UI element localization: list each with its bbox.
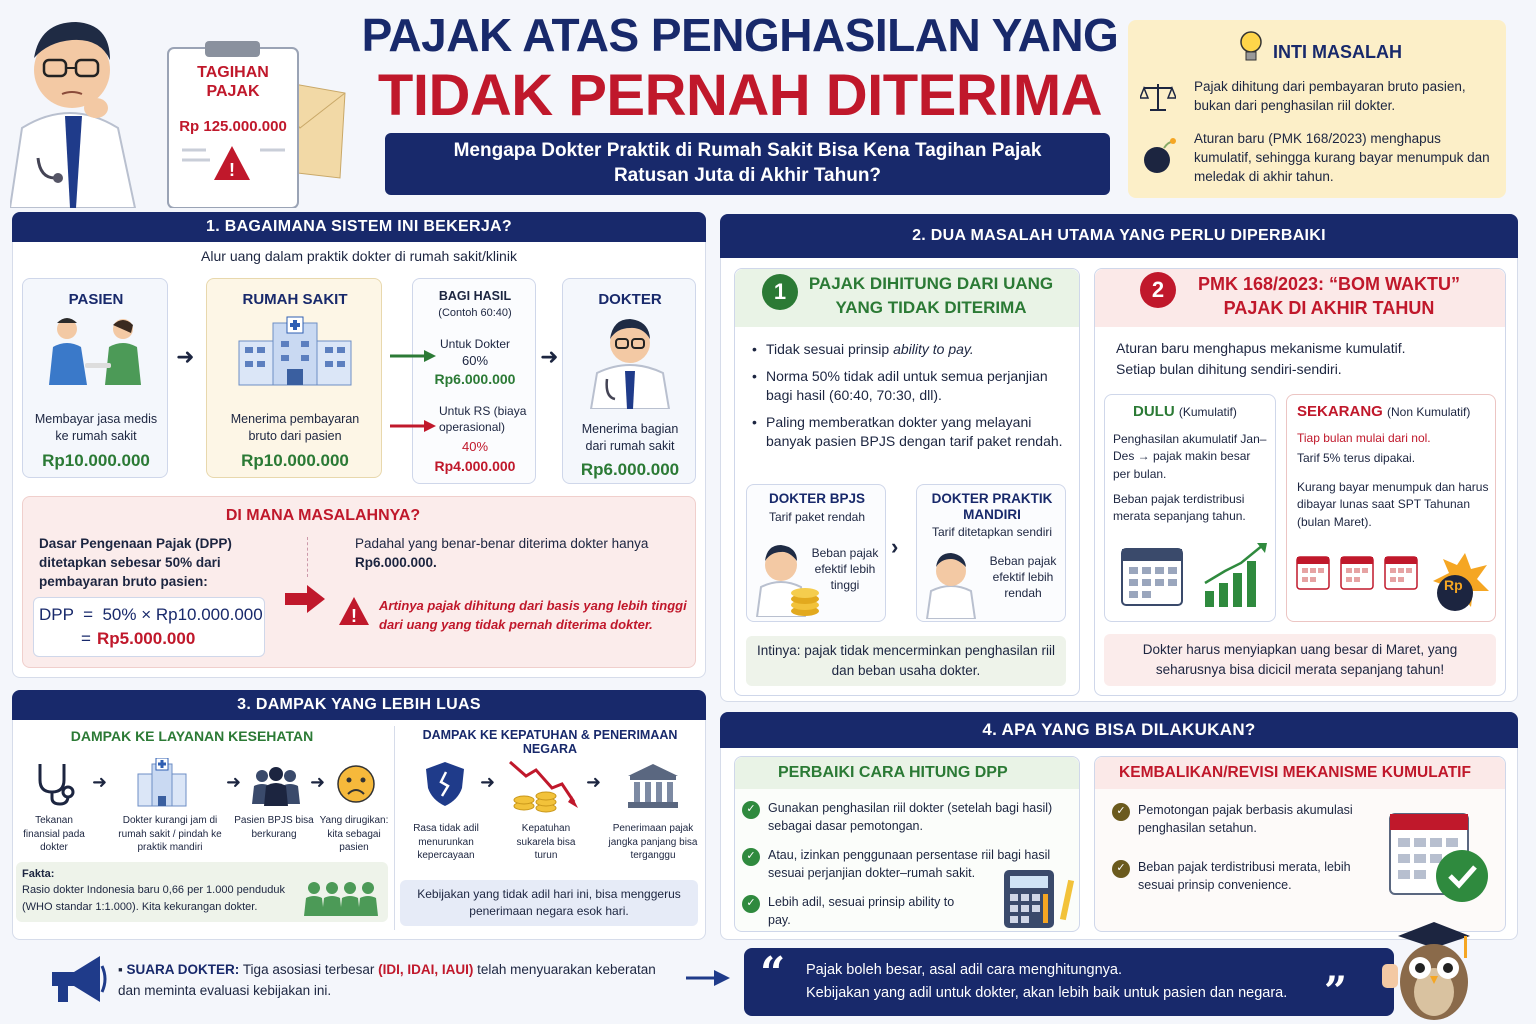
problem1-number: 1: [762, 274, 798, 310]
suara-rest: telah menyuarakan keberatan dan meminta evaluasi kebijakan ini.: [118, 962, 656, 998]
owl-mascot-icon: [1378, 918, 1488, 1024]
doctor-icon: [585, 313, 675, 414]
small-calendars-icon: [1295, 553, 1435, 598]
stethoscope-icon: [32, 762, 76, 811]
arrow-right-icon: ➜: [540, 344, 559, 369]
dokter-title: DOKTER: [598, 291, 662, 308]
dashed-divider: [307, 537, 308, 577]
shield-broken-icon: [424, 760, 466, 813]
page-title-line1: PAJAK ATAS PENGHASILAN YANG: [361, 9, 1119, 61]
declining-coins-icon: [508, 758, 578, 821]
page-subtitle: [385, 133, 1110, 195]
sekarang-card: [1286, 394, 1496, 622]
fix-dpp-item-text: Gunakan penghasilan riil dokter (setelah bagi hasil) sebagai dasar pemotongan.: [768, 801, 1053, 833]
chevron-right-icon: ›: [891, 534, 899, 559]
problem1-title: PAJAK DIHITUNG DARI UANG YANG TIDAK DITERIMA: [808, 274, 1054, 317]
revise-item-text: Pemotongan pajak berbasis akumulasi penghasilan setahun.: [1138, 803, 1353, 835]
rumah-sakit-card: [206, 278, 382, 478]
revise-list: [1112, 802, 1372, 906]
big-red-arrow-icon: [285, 585, 325, 618]
fakta-text: Rasio dokter Indonesia baru 0,66 per 1.000 penduduk (WHO standar 1:1.000). Kita kekurangan dokter.: [22, 884, 285, 913]
problem-right-main: Padahal yang benar-benar diterima dokter hanya: [355, 536, 649, 551]
quote-box: [744, 948, 1394, 1016]
sekarang-text1: Tiap bulan mulai dari nol.: [1297, 431, 1431, 445]
calendar-icon: [1121, 543, 1183, 612]
header-illustration: [10, 8, 350, 208]
problem-right-amount: Rp6.000.000.: [355, 554, 437, 570]
problem-right-text: [355, 535, 655, 573]
bullet-dot: ▪: [118, 962, 127, 977]
government-building-icon: [626, 762, 680, 815]
fix-dpp-title: PERBAIKI CARA HITUNG DPP: [778, 764, 1008, 781]
dulu-title-text: DULU: [1133, 403, 1175, 420]
bagi-title: BAGI HASIL: [438, 289, 512, 303]
arrow-right-icon: ➜: [226, 772, 242, 792]
rs-desc: Menerima pembayaran bruto dari pasien: [230, 412, 360, 443]
arrow-right-icon: [686, 966, 730, 995]
suara-orgs: (IDI, IDAI, IAUI): [378, 962, 474, 977]
svg-text:!: !: [229, 160, 235, 180]
impact-r2: Kepatuhan sukarela bisa turun: [516, 823, 576, 861]
bagi-rs-label: Untuk RS (biaya operasional): [439, 404, 527, 435]
impact-r3: Penerimaan pajak jangka panjang bisa terganggu: [608, 823, 698, 861]
check-icon: ✓: [1112, 860, 1130, 878]
fix-dpp-item-text: Atau, izinkan penggunaan persentase riil bagi hasil sesuai perjanjian dokter–rumah sakit.: [768, 848, 1051, 880]
rs-title: RUMAH SAKIT: [242, 291, 348, 308]
problem1-summary: Intinya: pajak tidak mencerminkan penghasilan riil dan beban usaha dokter.: [757, 643, 1055, 678]
problem1-bullets: [750, 340, 1070, 458]
arrow-right-icon: ➜: [586, 772, 602, 792]
svg-text:!: !: [351, 606, 357, 625]
sekarang-sub: (Non Kumulatif): [1387, 405, 1471, 419]
problem-warning: Artinya pajak dihitung dari basis yang lebih tinggi dari uang yang tidak pernah diterima dokter.: [379, 598, 687, 632]
impact-divider: [394, 726, 395, 930]
check-icon: ✓: [742, 848, 760, 866]
section2-header: 2. DUA MASALAH UTAMA YANG PERLU DIPERBAIKI: [720, 214, 1518, 258]
fix-dpp-item: [742, 800, 1064, 835]
bpjs-note: Beban pajak efektif lebih tinggi: [811, 546, 879, 593]
inti-point1: Pajak dihitung dari pembayaran bruto pasien, bukan dari penghasilan riil dokter.: [1194, 79, 1466, 113]
impact-r1: Rasa tidak adil menurunkan kepercayaan: [413, 823, 479, 861]
bagi-sub: (Contoh 60:40): [438, 307, 512, 319]
green-people-icon: [304, 880, 378, 921]
revise-item-text: Beban pajak terdistribusi merata, lebih sesuai prinsip convenience.: [1138, 860, 1351, 892]
bagi-hasil-card: [412, 278, 536, 484]
problem1-card: [734, 268, 1080, 696]
mandiri-title: DOKTER PRAKTIK MANDIRI: [931, 491, 1053, 522]
mandiri-note: Beban pajak efektif lebih rendah: [989, 554, 1057, 601]
quote-line2: Kebijakan yang adil untuk dokter, akan lebih baik untuk pasien dan negara.: [806, 985, 1288, 1001]
rs-amount: Rp10.000.000: [241, 451, 349, 470]
revise-item: [1112, 859, 1372, 894]
bagi-dokter-amount: Rp6.000.000: [434, 371, 516, 387]
pasien-desc: Membayar jasa medis ke rumah sakit: [34, 412, 158, 443]
bomb-label: Rp: [1444, 577, 1463, 593]
mandiri-sub: Tarif ditetapkan sendiri: [931, 525, 1053, 539]
sad-face-icon: [336, 764, 376, 809]
arrow-right-icon: ➜: [92, 772, 108, 792]
suara-label: SUARA DOKTER:: [126, 962, 240, 977]
inti-masalah-box: [1128, 20, 1506, 198]
dulu-text2: Beban pajak terdistribusi merata sepanjang tahun.: [1113, 492, 1246, 524]
dokter-card: [562, 278, 696, 484]
dulu-title: [1133, 403, 1237, 420]
section4-header: 4. APA YANG BISA DILAKUKAN?: [720, 712, 1518, 748]
dokter-amount: Rp6.000.000: [580, 460, 680, 479]
impact-l3: Pasien BPJS bisa berkurang: [234, 815, 314, 840]
green-arrow-icon: [390, 348, 436, 369]
section1-header: 1. BAGAIMANA SISTEM INI BEKERJA?: [12, 212, 706, 242]
problem2-summary: Dokter harus menyiapkan uang besar di Maret, yang seharusnya bisa dicicil merata sepanjang tahun!: [1142, 642, 1458, 677]
impact-l1: Tekanan finansial pada dokter: [23, 815, 85, 853]
check-icon: ✓: [742, 895, 760, 913]
check-icon: ✓: [742, 801, 760, 819]
bill-title: TAGIHAN PAJAK: [197, 64, 269, 101]
arrow-right-icon: ➜: [176, 344, 195, 369]
worried-doctor-illustration: [10, 22, 135, 208]
bpjs-title: DOKTER BPJS: [768, 491, 866, 506]
lightbulb-icon: [1238, 30, 1264, 69]
bpjs-card: [746, 484, 886, 622]
impact-state-summary: Kebijakan yang tidak adil hari ini, bisa menggerus penerimaan negara esok hari.: [417, 887, 681, 919]
pasien-title: PASIEN: [68, 291, 124, 308]
suara-dokter-text: [118, 960, 678, 1002]
inti-point2: Aturan baru (PMK 168/2023) menghapus kumulatif, sehingga kurang bayar menumpuk dan meledak di akhir tahun.: [1194, 131, 1490, 184]
suara-text: Tiga asosiasi terbesar: [242, 962, 375, 977]
revise-title: KEMBALIKAN/REVISI MEKANISME KUMULATIF: [1119, 764, 1471, 781]
scale-icon: [1140, 82, 1176, 117]
inti-title: INTI MASALAH: [1273, 42, 1402, 62]
problem-left-text: Dasar Pengenaan Pajak (DPP) ditetapkan sebesar 50% dari pembayaran bruto pasien:: [39, 536, 232, 589]
patient-nurse-icon: [35, 315, 157, 390]
bullet-italic: ability to pay.: [893, 341, 974, 357]
impact-l2: Dokter kurangi jam di rumah sakit / pindah ke praktik mandiri: [118, 815, 222, 853]
formula-eq: =: [81, 629, 91, 648]
formula-result: Rp5.000.000: [97, 629, 196, 648]
problem1-bullet: • Norma 50% tidak adil untuk semua perjanjian bagi hasil (60:40, 70:30, dll).: [750, 367, 1070, 405]
happy-doctor-icon: [923, 549, 979, 624]
bagi-dokter-label: Untuk Dokter: [439, 337, 511, 351]
problem2-intro: Aturan baru menghapus mekanisme kumulatif. Setiap bulan dihitung sendiri-sendiri.: [1116, 340, 1406, 377]
close-quote-icon: ”: [1324, 968, 1348, 1015]
bagi-dokter-pct: 60%: [461, 353, 489, 368]
bagi-rs-pct: 40%: [461, 439, 489, 454]
problem1-bullet: • Paling memberatkan dokter yang melayani banyak pasien BPJS dengan tarif paket rendah.: [750, 413, 1070, 451]
revise-item: [1112, 802, 1372, 837]
problem2-title: PMK 168/2023: “BOM WAKTU” PAJAK DI AKHIR TAHUN: [1197, 274, 1461, 319]
dulu-text1: Penghasilan akumulatif Jan–Des → pajak makin besar per bulan.: [1113, 432, 1267, 481]
mandiri-card: [916, 484, 1066, 622]
bullet-text: Tidak sesuai prinsip: [766, 341, 894, 357]
dokter-desc: Menerima bagian dari rumah sakit: [581, 422, 679, 453]
page-subtitle-text: Mengapa Dokter Praktik di Rumah Sakit Bisa Kena Tagihan Pajak Ratusan Juta di Akhir Tahun?: [453, 140, 1042, 186]
red-arrow-icon: [390, 418, 436, 439]
bpjs-sub: Tarif paket rendah: [768, 510, 866, 524]
pasien-amount: Rp10.000.000: [42, 451, 150, 470]
check-icon: ✓: [1112, 803, 1130, 821]
bill-amount: Rp 125.000.000: [179, 118, 287, 135]
hospital-icon: [229, 315, 361, 392]
problem1-bullet: [750, 340, 1070, 359]
calendar-check-icon: [1388, 806, 1494, 911]
dulu-sub: (Kumulatif): [1178, 405, 1237, 419]
open-quote-icon: “: [760, 948, 786, 999]
sekarang-title: [1297, 403, 1470, 420]
warning-icon: [339, 597, 369, 630]
people-group-icon: [250, 766, 302, 811]
small-hospital-icon: [134, 758, 190, 813]
pasien-card: [22, 278, 168, 478]
fix-dpp-item: [742, 894, 972, 929]
megaphone-icon: [44, 952, 108, 1013]
fix-dpp-item-text: Lebih adil, sesuai prinsip ability to pay.: [768, 895, 955, 927]
growth-chart-icon: [1201, 541, 1271, 614]
page-title-line2: TIDAK PERNAH DITERIMA: [377, 63, 1103, 128]
problem2-number: 2: [1140, 272, 1176, 308]
sekarang-title-text: SEKARANG: [1297, 403, 1383, 420]
sekarang-text3: Kurang bayar menumpuk dan harus dibayar lunas saat SPT Tahunan (bulan Maret).: [1297, 480, 1489, 529]
bagi-rs-amount: Rp4.000.000: [434, 458, 516, 474]
arrow-right-icon: ➜: [310, 772, 326, 792]
impact-health-title: DAMPAK KE LAYANAN KESEHATAN: [70, 728, 314, 744]
quote-line1: Pajak boleh besar, asal adil cara menghitungnya.: [806, 962, 1122, 978]
problem-box: [22, 496, 696, 668]
section3-header: 3. DAMPAK YANG LEBIH LUAS: [12, 690, 706, 720]
dulu-card: [1104, 394, 1276, 622]
impact-state-title: DAMPAK KE KEPATUHAN & PENERIMAAN NEGARA: [422, 728, 678, 756]
sekarang-text2: Tarif 5% terus dipakai.: [1297, 451, 1416, 465]
formula-line1: DPP = 50% × Rp10.000.000: [39, 605, 263, 624]
calculator-icon: [1002, 866, 1076, 935]
problem-title: DI MANA MASALAHNYA?: [225, 507, 421, 524]
impact-l4: Yang dirugikan: kita sebagai pasien: [319, 815, 389, 853]
flow-caption: Alur uang dalam praktik dokter di rumah sakit/klinik: [201, 248, 517, 264]
fakta-title: Fakta:: [22, 868, 55, 880]
arrow-right-icon: ➜: [480, 772, 496, 792]
bomb-icon: [1142, 138, 1176, 179]
